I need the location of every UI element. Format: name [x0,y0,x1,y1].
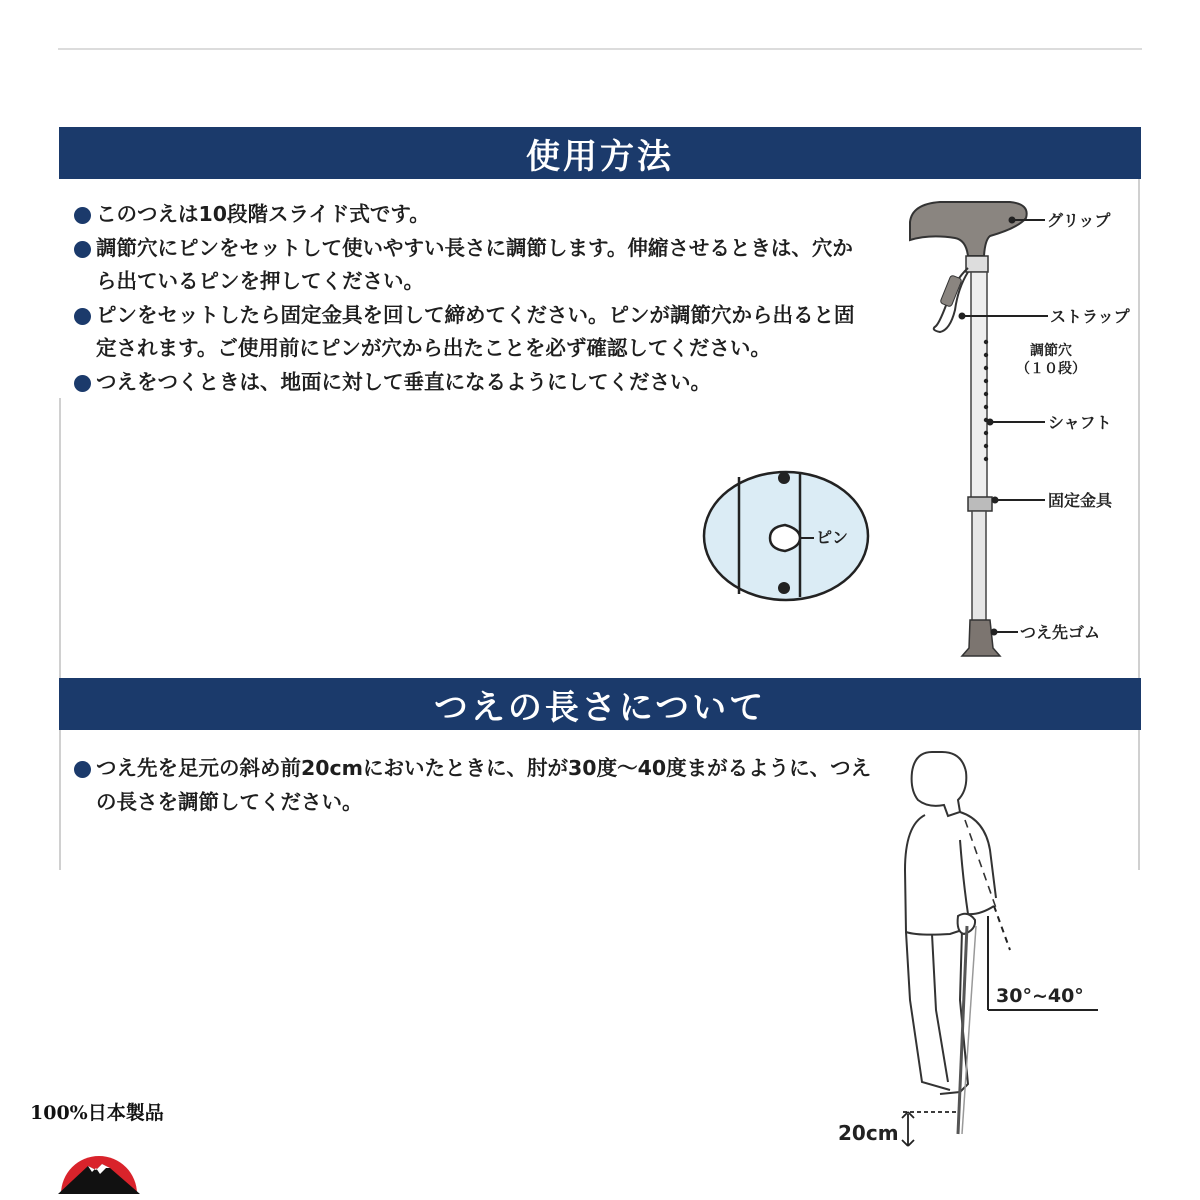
label-grip: グリップ [1047,211,1111,230]
label-fixing: 固定金具 [1048,491,1113,510]
label-distance: 20cm [838,1121,899,1145]
label-adjust-hole: 調節穴 [1030,343,1072,359]
label-tip-rubber: つえ先ゴム [1020,623,1101,642]
cane-tip [962,620,1000,656]
label-shaft: シャフト [1048,413,1112,432]
section-title-usage: 使用方法 [59,127,1141,179]
label-pin: ピン [816,528,849,547]
label-adjust-hole-count: （１０段） [1016,361,1086,377]
label-strap: ストラップ [1050,307,1130,326]
usage-item: このつえは10段階スライド式です。 [72,198,872,232]
label-angle: 30°~40° [996,985,1084,1007]
cane-illustration [910,202,1027,656]
pin-detail [704,472,868,600]
cane-grip [910,202,1027,256]
length-item: つえ先を足元の斜め前20cmにおいたときに、肘が30度～40度まがるように、つえの長さを調節してください。 [72,752,872,819]
made-in-japan-logo [30,1098,170,1198]
usage-item: 調節穴にピンをセットして使いやすい長さに調節します。伸縮させるときは、穴から出ているピンを押してください。 [72,232,872,299]
section-title-length: つえの長さについて [59,678,1141,730]
logo-text: 100%日本製品 [30,1102,164,1124]
usage-item: ピンをセットしたら固定金具を回して締めてください。ピンが調節穴から出ると固定されます。ご使用前にピンが穴から出たことを必ず確認してください。 [72,299,872,366]
person-figure [905,752,996,1094]
mount-fuji-icon [30,1098,170,1198]
distance-marker [902,1112,958,1146]
usage-item: つえをつくときは、地面に対して垂直になるようにしてください。 [72,366,872,400]
